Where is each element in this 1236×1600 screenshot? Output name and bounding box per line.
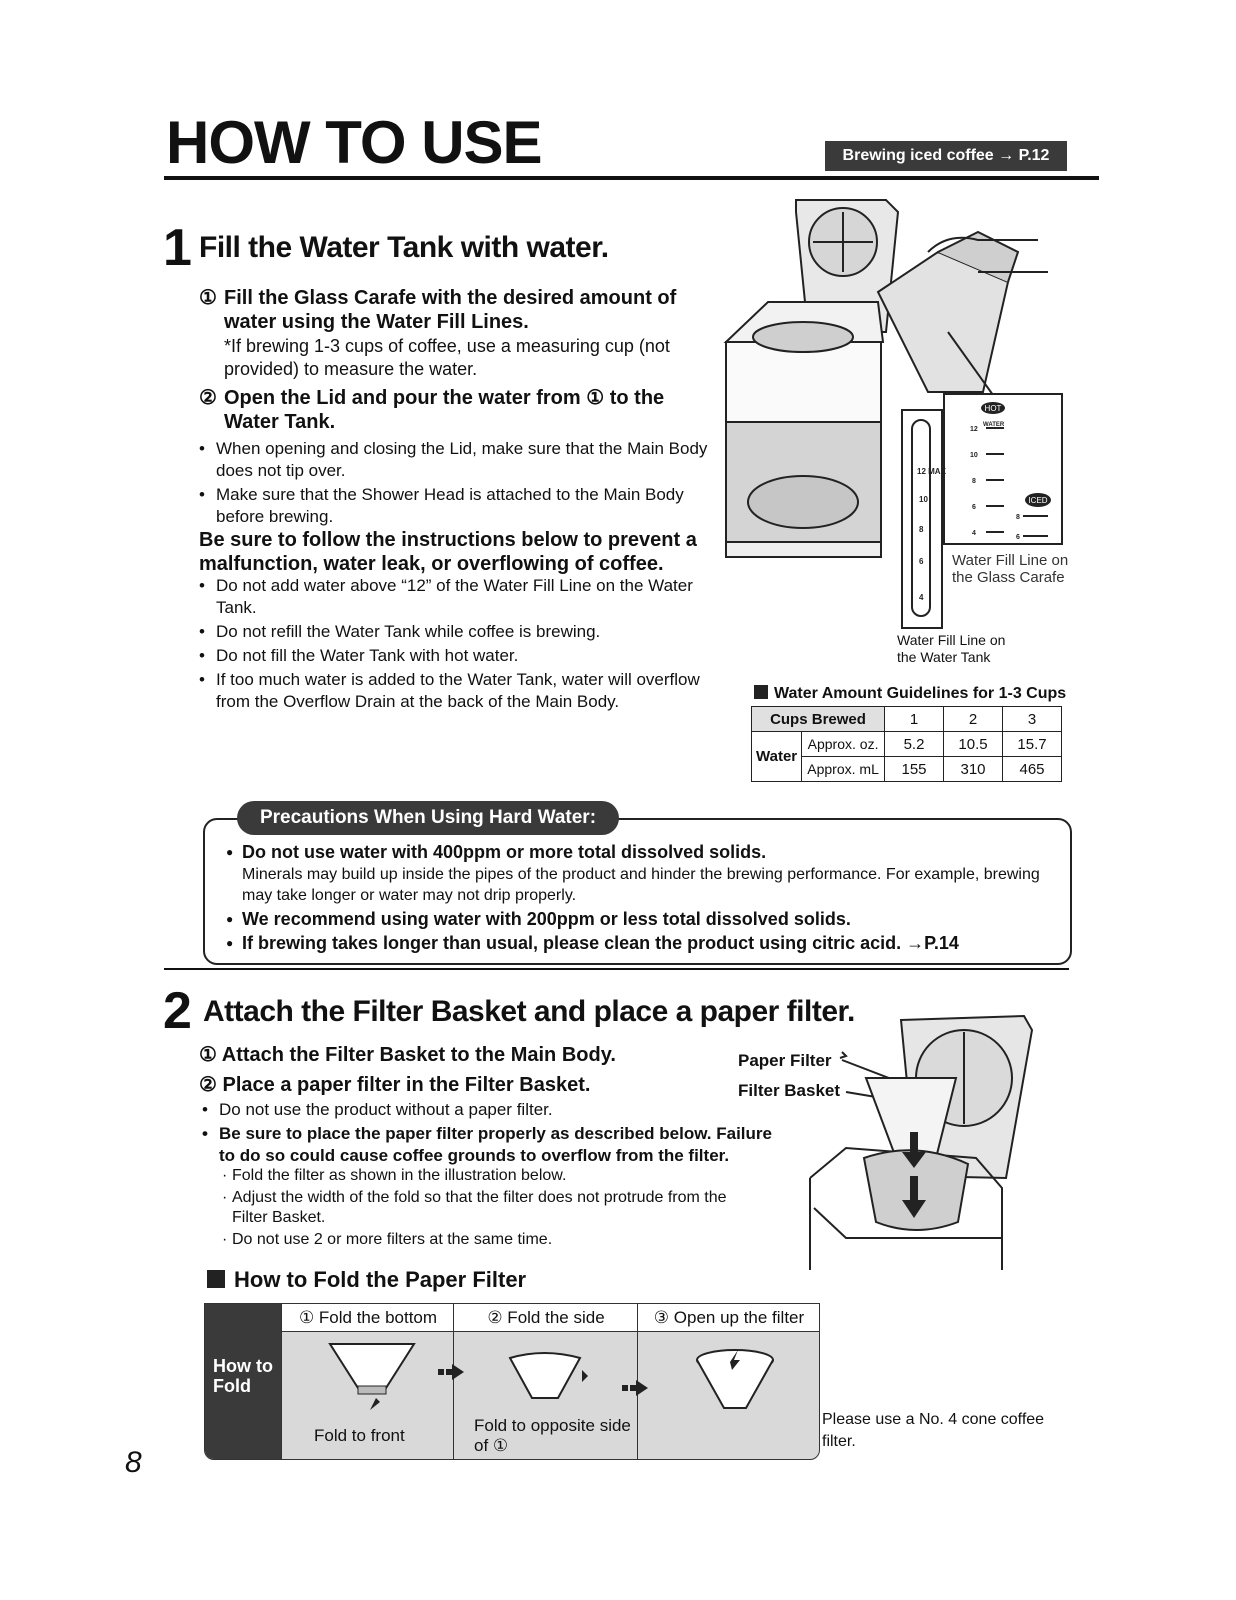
page-title: HOW TO USE	[166, 109, 542, 176]
iced-mark: 8	[1016, 514, 1020, 521]
fold-step-header: ① Fold the bottom	[282, 1304, 454, 1332]
precaution-item: ● We recommend using water with 200ppm or less total dissolved solids.	[226, 908, 1056, 931]
iced-label: ICED	[1028, 496, 1048, 505]
fold-step-1	[281, 1304, 454, 1459]
coffee-maker-illustration	[718, 192, 1070, 672]
precaution-item: ● Do not use water with 400ppm or more total dissolved solids.	[226, 841, 1056, 864]
step1-warning: Be sure to follow the instructions below to prevent a malfunction, water leak, or overflowing of coffee.	[199, 529, 697, 575]
step1-sub1-text: Fill the Glass Carafe with the desired amount of water using the Water Fill Lines.	[224, 287, 677, 333]
fold-side-label-text: How to Fold	[213, 1356, 273, 1396]
fold-heading	[207, 1267, 526, 1293]
water-amount-table	[751, 706, 1062, 782]
step2-sub1-text: Attach the Filter Basket to the Main Body.	[221, 1044, 616, 1066]
list-item: • When opening and closing the Lid, make sure that the Main Body does not tip over.	[199, 438, 719, 482]
table-header-cell: 3	[1003, 707, 1062, 732]
step2-dot-list	[222, 1166, 762, 1250]
fold-step-header: ③ Open up the filter	[638, 1304, 820, 1332]
list-item: • Do not use the product without a paper filter.	[202, 1099, 782, 1121]
list-item: • Be sure to place the paper filter properly as described below. Failure to do so could cause coffee grounds to overflow from the filter.	[202, 1123, 782, 1167]
step1-title: Fill the Water Tank with water.	[199, 231, 609, 264]
carafe-mark: 12	[970, 426, 978, 433]
iced-mark: 6	[1016, 534, 1020, 541]
list-item: • If too much water is added to the Water Tank, water will overflow from the Overflow Drain at the back of the Main Body.	[199, 669, 719, 713]
filter-basket-label: Filter Basket	[738, 1081, 841, 1100]
square-bullet-icon	[207, 1270, 225, 1288]
tank-mark: 8	[919, 525, 924, 534]
precautions-list	[226, 841, 1056, 955]
fold-step-caption: Fold to opposite side of ①	[474, 1416, 631, 1455]
page-number: 8	[125, 1446, 142, 1479]
precautions-tag: Precautions When Using Hard Water:	[237, 801, 619, 835]
step2-sub2-num: ②	[199, 1074, 217, 1096]
tank-mark: 4	[919, 593, 924, 602]
table-row	[752, 707, 1062, 732]
table-cell: 310	[944, 757, 1003, 782]
step1-sub2-num: ②	[199, 387, 217, 409]
fold-side-label	[205, 1304, 281, 1459]
fold-step-2	[453, 1304, 638, 1459]
step2-sub2-text: Place a paper filter in the Filter Basket.	[222, 1074, 591, 1096]
step2-sub1-num: ①	[199, 1044, 217, 1066]
reference-tab: Brewing iced coffee → P.12	[825, 141, 1067, 171]
step2-number: 2	[163, 982, 192, 1040]
water-table-title-text: Water Amount Guidelines for 1-3 Cups	[774, 685, 1067, 702]
table-header-cell: 1	[885, 707, 944, 732]
fold-table	[204, 1303, 820, 1460]
step1-sub1-num: ①	[199, 287, 217, 309]
arrow-right-icon	[438, 1362, 464, 1382]
carafe-mark: 10	[970, 452, 978, 459]
fold-heading-text: How to Fold the Paper Filter	[234, 1267, 527, 1292]
tank-mark: 10	[919, 495, 928, 504]
arrow-right-icon	[622, 1378, 648, 1398]
table-row	[752, 732, 1062, 757]
water-label: WATER	[983, 422, 1005, 428]
carafe-mark: 8	[972, 478, 976, 485]
fold-step-header: ② Fold the side	[454, 1304, 638, 1332]
table-cell: 155	[885, 757, 944, 782]
carafe-mark: 4	[972, 530, 976, 537]
list-item-text: Adjust the width of the fold so that the filter does not protrude from the Filter Basket.	[232, 1189, 727, 1226]
filter-open-icon	[694, 1346, 776, 1416]
paper-filter-label: Paper Filter	[738, 1051, 832, 1070]
step2-bullets	[202, 1099, 782, 1167]
step1-sub2	[199, 386, 709, 434]
step1-number: 1	[163, 219, 192, 277]
list-item: · Do not use 2 or more filters at the same time.	[222, 1231, 553, 1248]
filter-fold-side-icon	[504, 1348, 594, 1408]
precaution-detail: Minerals may build up inside the pipes of the product and hinder the brewing performance. For example, brewing may take longer or water may not drip properly.	[242, 866, 1040, 904]
water-table-title	[754, 684, 1066, 704]
table-cell: Approx. mL	[802, 757, 885, 782]
table-cell: 465	[1003, 757, 1062, 782]
carafe-mark: 6	[972, 504, 976, 511]
step1-bullets-a	[199, 438, 719, 528]
list-item: • Do not fill the Water Tank with hot water.	[199, 645, 719, 667]
table-header-cell: Cups Brewed	[752, 707, 885, 732]
fold-step-caption: Fold to front	[314, 1426, 405, 1445]
precaution-item: ● If brewing takes longer than usual, please clean the product using citric acid. →P.14	[226, 932, 1056, 955]
table-cell: 10.5	[944, 732, 1003, 757]
carafe-fill-line-label: Water Fill Line on the Glass Carafe	[952, 552, 1069, 586]
list-item-text: Fold the filter as shown in the illustration below.	[232, 1167, 567, 1184]
list-item: • Do not refill the Water Tank while coffee is brewing.	[199, 621, 719, 643]
hot-label: HOT	[984, 404, 1002, 413]
section-divider	[164, 968, 1069, 970]
list-item: • Do not add water above “12” of the Water Fill Line on the Water Tank.	[199, 575, 719, 619]
header-rule	[164, 176, 1099, 180]
filter-fold-bottom-icon	[326, 1340, 418, 1412]
list-item: • Make sure that the Shower Head is attached to the Main Body before brewing.	[199, 484, 719, 528]
step1-sub1-note: *If brewing 1-3 cups of coffee, use a measuring cup (not provided) to measure the water.	[224, 336, 670, 379]
list-item: · Fold the filter as shown in the illustration below.	[222, 1167, 567, 1184]
step1-sub2-text: Open the Lid and pour the water from ① to the Water Tank.	[224, 387, 665, 433]
step2-sub1	[199, 1043, 709, 1067]
tank-fill-line-label: Water Fill Line on the Water Tank	[897, 632, 1006, 665]
fold-step-3	[637, 1304, 820, 1459]
filter-note: Please use a No. 4 cone coffee filter.	[822, 1411, 1045, 1450]
table-cell: Approx. oz.	[802, 732, 885, 757]
tank-mark: 12 MAX	[917, 467, 946, 476]
step2-title: Attach the Filter Basket and place a paper filter.	[203, 995, 855, 1028]
square-bullet-icon	[754, 685, 768, 699]
table-cell: 15.7	[1003, 732, 1062, 757]
list-item-text: Do not use 2 or more filters at the same time.	[232, 1231, 553, 1248]
step1-bullets-b	[199, 575, 719, 713]
step1-sub1	[199, 286, 719, 334]
table-header-cell: 2	[944, 707, 1003, 732]
step2-sub2	[199, 1073, 709, 1097]
list-item: · Adjust the width of the fold so that the filter does not protrude from the Filter Basket.	[222, 1189, 727, 1226]
table-row-group: Water	[752, 732, 802, 782]
filter-basket-illustration	[806, 1008, 1036, 1270]
tank-mark: 6	[919, 557, 924, 566]
table-cell: 5.2	[885, 732, 944, 757]
